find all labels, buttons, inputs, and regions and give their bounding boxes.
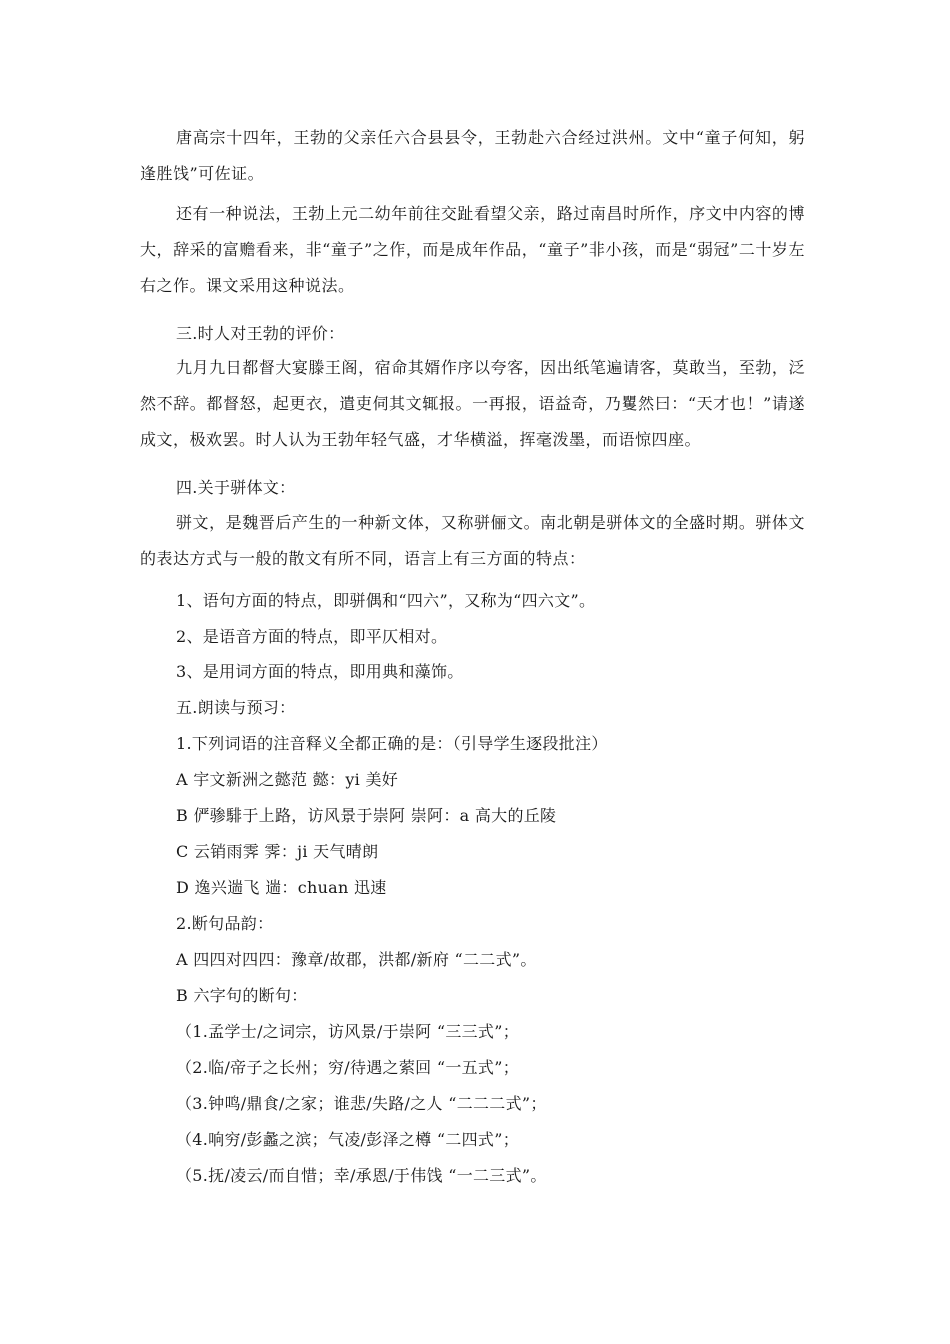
section-heading-3: 三.时人对王勃的评价： — [176, 324, 345, 343]
question-2-part-b: B 六字句的断句： — [176, 986, 308, 1005]
feature-item-1: 1、语句方面的特点，即骈偶和“四六”，又称为“四六文”。 — [176, 591, 596, 610]
sentence-break-example-2: （2.临/帝子之长州；穷/待遇之萦回 “一五式”； — [176, 1058, 519, 1077]
question-1-option-b: B 俨骖騑于上路，访风景于崇阿 崇阿：a 高大的丘陵 — [176, 806, 557, 825]
question-1: 1.下列词语的注音释义全都正确的是：（引导学生逐段批注） — [176, 734, 608, 753]
paragraph-contemporary-evaluation: 九月九日都督大宴滕王阁，宿命其婿作序以夸客，因出纸笔遍请客，莫敢当，至勃，泛然不辞。都督怒，起更衣，遣吏伺其文辄报。一再报，语益奇，乃矍然曰：“天才也！”请遂成文，极欢罢。时人认为王勃年轻气盛，才华横溢，挥毫泼墨，而语惊四座。 — [140, 358, 805, 449]
question-2-part-a: A 四四对四四：豫章/故郡，洪都/新府 “二二式”。 — [176, 950, 537, 969]
section-heading-5: 五.朗读与预习： — [176, 698, 296, 717]
feature-item-2: 2、是语音方面的特点，即平仄相对。 — [176, 627, 448, 646]
question-1-option-a: A 宇文新洲之懿范 懿：yi 美好 — [176, 770, 399, 789]
feature-item-3: 3、是用词方面的特点，即用典和藻饰。 — [176, 662, 464, 681]
sentence-break-example-1: （1.孟学士/之词宗，访风景/于崇阿 “三三式”； — [176, 1022, 519, 1041]
sentence-break-example-4: （4.响穷/彭蠡之滨；气凌/彭泽之樽 “二四式”； — [176, 1130, 519, 1149]
paragraph-alternative-view: 还有一种说法，王勃上元二幼年前往交趾看望父亲，路过南昌时所作，序文中内容的博大，辞采的富赡看来，非“童子”之作，而是成年作品，“童子”非小孩，而是“弱冠”二十岁左右之作。课文采用这种说法。 — [140, 204, 805, 295]
paragraph-pianwen-intro: 骈文，是魏晋后产生的一种新文体，又称骈俪文。南北朝是骈体文的全盛时期。骈体文的表达方式与一般的散文有所不同，语言上有三方面的特点： — [140, 513, 805, 568]
paragraph-background: 唐高宗十四年，王勃的父亲任六合县县令，王勃赴六合经过洪州。文中“童子何知，躬逢胜饯”可佐证。 — [140, 128, 805, 183]
question-2: 2.断句品韵： — [176, 914, 274, 933]
sentence-break-example-3: （3.钟鸣/鼎食/之家；谁悲/失路/之人 “二二二式”； — [176, 1094, 547, 1113]
section-heading-4: 四.关于骈体文： — [176, 478, 296, 497]
question-1-option-d: D 逸兴遄飞 遄：chuan 迅速 — [176, 878, 387, 897]
sentence-break-example-5: （5.抚/凌云/而自惜；幸/承恩/于伟饯 “一二三式”。 — [176, 1166, 547, 1185]
question-1-option-c: C 云销雨霁 霁：ji 天气晴朗 — [176, 842, 379, 861]
